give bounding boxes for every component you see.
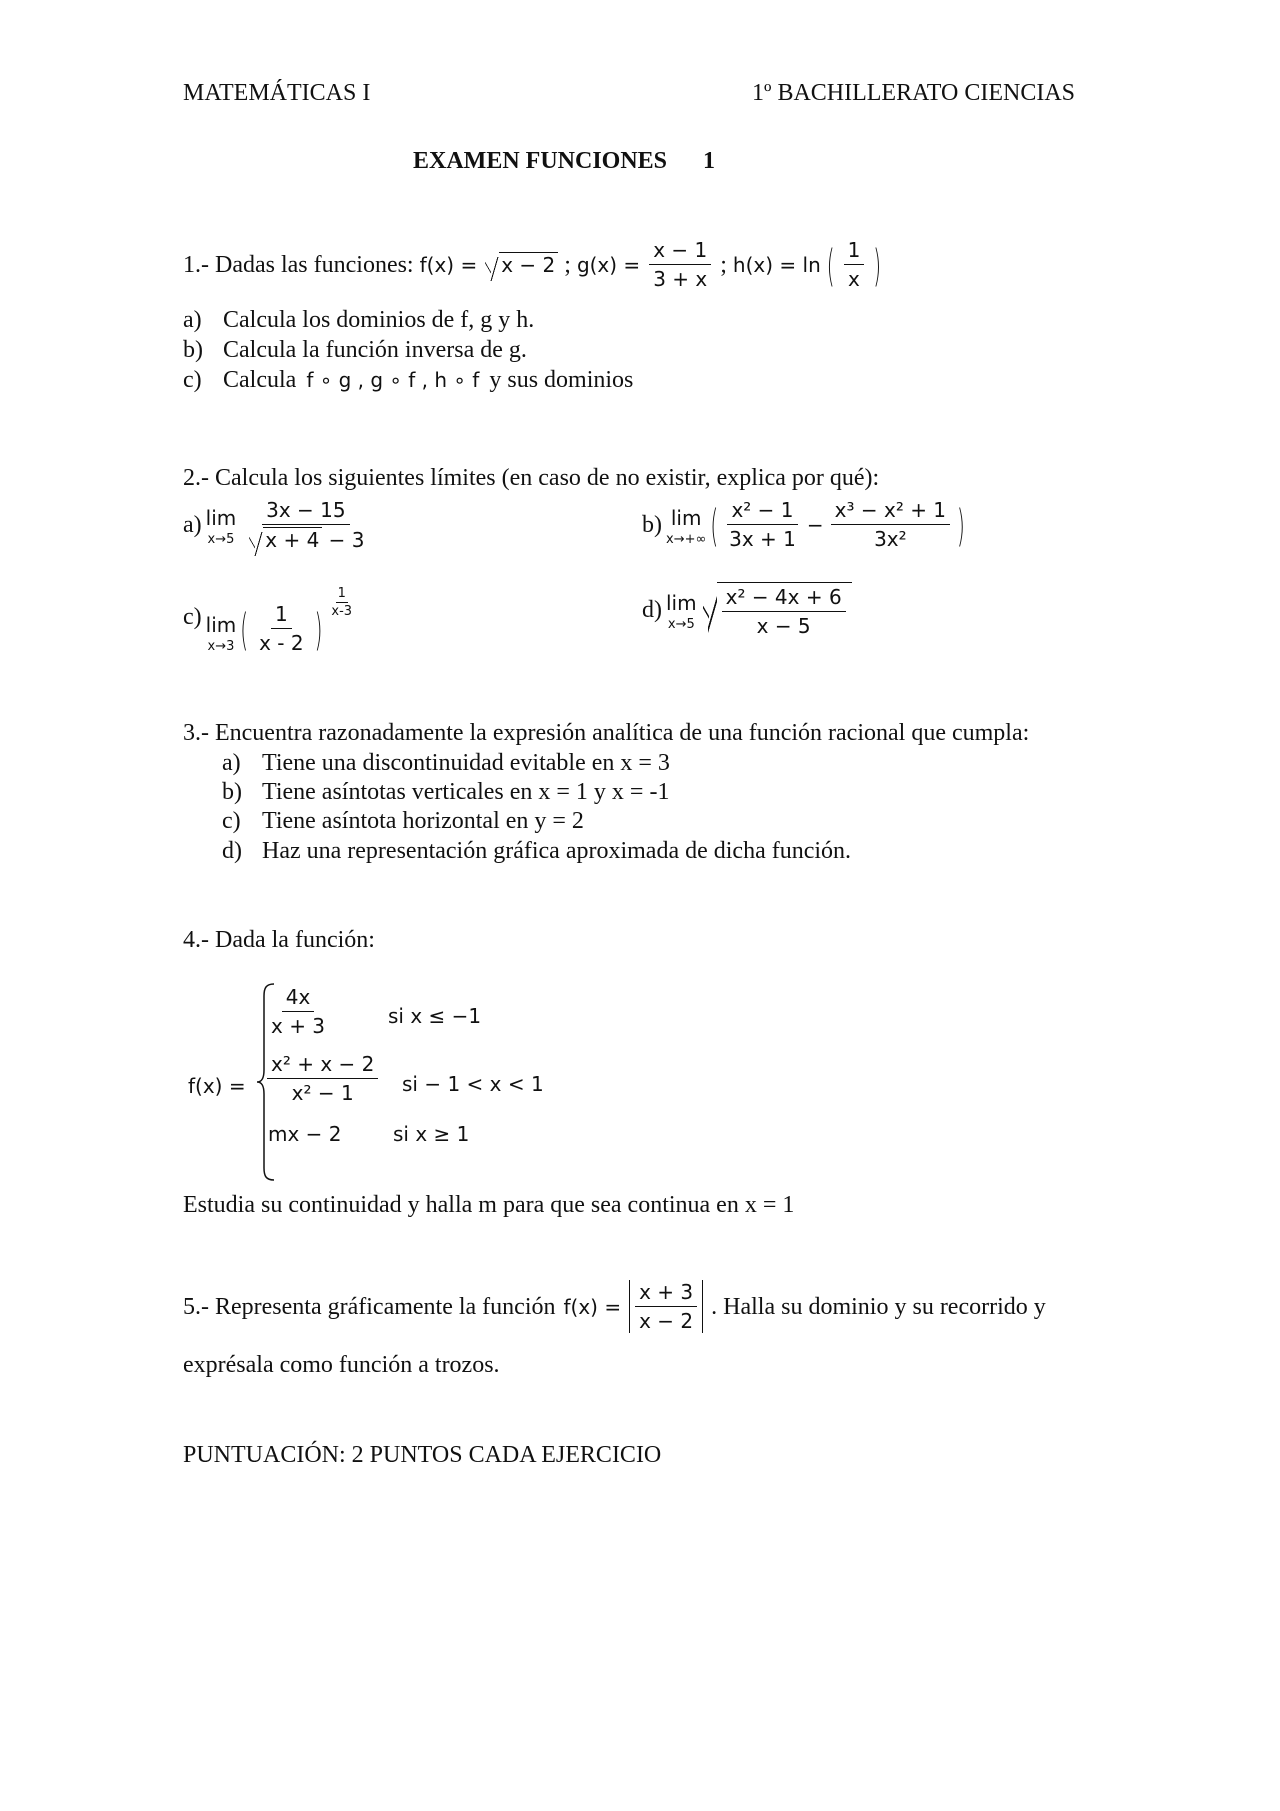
- h-numerator: 1: [844, 238, 865, 265]
- scoring-note: PUNTUACIÓN: 2 PUNTOS CADA EJERCICIO: [183, 1442, 662, 1468]
- lim-text: lim: [670, 505, 702, 530]
- limit-b: [642, 498, 965, 551]
- item-text: Calcula: [223, 367, 297, 393]
- exponent-denominator: x-3: [331, 604, 353, 619]
- exponent-numerator: 1: [337, 586, 346, 601]
- lim-text: lim: [666, 591, 697, 615]
- g-denominator: 3 + x: [653, 267, 708, 291]
- piecewise-f-label: f(x) =: [188, 1074, 246, 1098]
- limit-a-den-rest: − 3: [328, 528, 365, 552]
- item-text: Tiene una discontinuidad evitable en x = 3: [262, 750, 670, 776]
- item-marker: a): [183, 512, 202, 538]
- question-5-intro: 5.- Representa gráficamente la función: [183, 1293, 556, 1320]
- g-numerator: x − 1: [649, 238, 711, 265]
- question-5-denominator: x − 2: [639, 1309, 694, 1333]
- exam-title-number: 1: [703, 148, 716, 174]
- item-marker: a): [183, 307, 202, 333]
- piece-3-condition: si x ≥ 1: [393, 1122, 470, 1146]
- limit-d: [642, 582, 852, 638]
- piece-2-numerator: x² + x − 2: [267, 1052, 378, 1079]
- limit-c-denominator: x - 2: [259, 631, 304, 655]
- limit-b-denominator-1: 3x + 1: [729, 527, 796, 551]
- lim-subscript: x→5: [207, 532, 235, 547]
- limit-d-numerator: x² − 4x + 6: [722, 585, 846, 612]
- limit-operator: [206, 610, 237, 654]
- lim-text: lim: [205, 612, 237, 637]
- item-marker: d): [222, 838, 242, 864]
- header-course: 1º BACHILLERATO CIENCIAS: [752, 80, 1076, 106]
- item-marker: d): [642, 597, 662, 623]
- question-5-fraction: [635, 1280, 697, 1333]
- item-marker: b): [222, 779, 242, 805]
- g-fraction: [649, 238, 711, 291]
- limit-c-numerator: 1: [271, 602, 292, 629]
- limit-b-fraction-1: [725, 498, 800, 551]
- right-paren: ): [873, 238, 882, 291]
- limit-operator: [206, 503, 237, 547]
- limit-c: [183, 578, 357, 655]
- left-paren: (: [710, 498, 719, 551]
- right-paren: ): [314, 602, 323, 655]
- f-radicand: x − 2: [499, 252, 558, 277]
- piece-2-fraction: [264, 1052, 381, 1105]
- piece-1: [267, 985, 329, 1038]
- piece-1-numerator: 4x: [282, 985, 315, 1012]
- limit-d-root: [717, 582, 852, 638]
- exam-title: [413, 146, 715, 176]
- item-text: y sus dominios: [489, 367, 634, 393]
- limit-b-numerator-1: x² − 1: [727, 498, 797, 525]
- piece-2: [267, 1052, 378, 1105]
- lim-subscript: x→5: [667, 617, 695, 632]
- question-1-item-b: [183, 335, 527, 365]
- item-marker: a): [222, 750, 241, 776]
- question-2-intro: 2.- Calcula los siguientes límites (en caso de no existir, explica por qué):: [183, 465, 880, 491]
- question-5-statement: [183, 1280, 1046, 1333]
- limit-b-denominator-2: 3x²: [874, 527, 907, 551]
- question-4-intro: 4.- Dada la función:: [183, 927, 375, 953]
- left-paren: (: [826, 238, 835, 291]
- piece-3-expression: mx − 2: [268, 1122, 342, 1146]
- question-3-item-d: [222, 836, 852, 866]
- limit-operator: [666, 588, 697, 632]
- item-text: Tiene asíntota horizontal en y = 2: [262, 808, 584, 834]
- item-marker: c): [222, 808, 241, 834]
- limit-a-radicand: x + 4: [263, 527, 322, 552]
- g-label: g(x) =: [576, 252, 641, 277]
- h-fraction: [844, 238, 865, 291]
- piece-1-condition: si x ≤ −1: [388, 1004, 482, 1028]
- composition-expression: f ∘ g , g ∘ f , h ∘ f: [306, 368, 480, 392]
- item-text: Tiene asíntotas verticales en x = 1 y x = -1: [262, 779, 670, 805]
- question-5-numerator: x + 3: [635, 1280, 697, 1307]
- minus-operator: −: [806, 512, 824, 537]
- piece-2-condition: si − 1 < x < 1: [402, 1072, 544, 1096]
- item-marker: c): [183, 603, 202, 630]
- question-4-outro: Estudia su continuidad y halla m para que sea continua en x = 1: [183, 1192, 795, 1218]
- h-denominator: x: [848, 267, 860, 291]
- absolute-value: [629, 1280, 703, 1333]
- question-5-continuation: . Halla su dominio y su recorrido y: [711, 1293, 1046, 1320]
- h-label: h(x) = ln: [732, 252, 821, 277]
- question-3-item-c: [222, 806, 584, 836]
- separator: ;: [564, 251, 571, 278]
- limit-c-exponent: [329, 586, 354, 619]
- limit-b-fraction-2: [831, 498, 950, 551]
- question-3-item-b: [222, 777, 670, 807]
- lim-subscript: x→+∞: [666, 531, 707, 547]
- lim-subscript: x→3: [207, 638, 235, 654]
- item-text: Calcula los dominios de f, g y h.: [223, 307, 535, 333]
- item-marker: b): [642, 511, 662, 538]
- limit-b-numerator-2: x³ − x² + 1: [831, 498, 950, 525]
- f-label: f(x) =: [419, 252, 478, 277]
- exam-title-text: EXAMEN FUNCIONES: [413, 148, 668, 174]
- item-text: Haz una representación gráfica aproximada de dicha función.: [262, 838, 852, 864]
- question-1-intro: 1.- Dadas las funciones:: [183, 251, 414, 278]
- limit-operator: [666, 503, 706, 547]
- limit-a: [183, 498, 372, 552]
- piece-1-denominator: x + 3: [271, 1014, 326, 1038]
- question-1-item-a: [183, 305, 535, 335]
- header-subject: MATEMÁTICAS I: [183, 80, 371, 106]
- item-marker: b): [183, 337, 203, 363]
- separator: ;: [720, 251, 727, 278]
- question-3-item-a: [222, 748, 670, 778]
- question-1-item-c: [183, 365, 634, 395]
- item-text: Calcula la función inversa de g.: [223, 337, 527, 363]
- question-3-intro: 3.- Encuentra razonadamente la expresión analítica de una función racional que cumpla:: [183, 720, 1030, 746]
- limit-c-fraction: [255, 602, 308, 655]
- f-label: f(x) =: [563, 1294, 622, 1319]
- question-1-statement: [183, 238, 881, 291]
- limit-d-fraction: [722, 585, 846, 638]
- limit-a-fraction: [243, 498, 368, 552]
- piece-1-fraction: [264, 985, 332, 1038]
- lim-text: lim: [205, 506, 237, 530]
- limit-d-denominator: x − 5: [756, 614, 811, 638]
- left-paren: (: [240, 602, 249, 655]
- limit-a-denominator: [243, 525, 368, 552]
- piece-2-denominator: x² − 1: [291, 1081, 354, 1105]
- limit-a-numerator: 3x − 15: [262, 498, 349, 525]
- item-marker: c): [183, 367, 202, 393]
- question-5-line-2: exprésala como función a trozos.: [183, 1352, 500, 1378]
- right-paren: ): [957, 498, 965, 551]
